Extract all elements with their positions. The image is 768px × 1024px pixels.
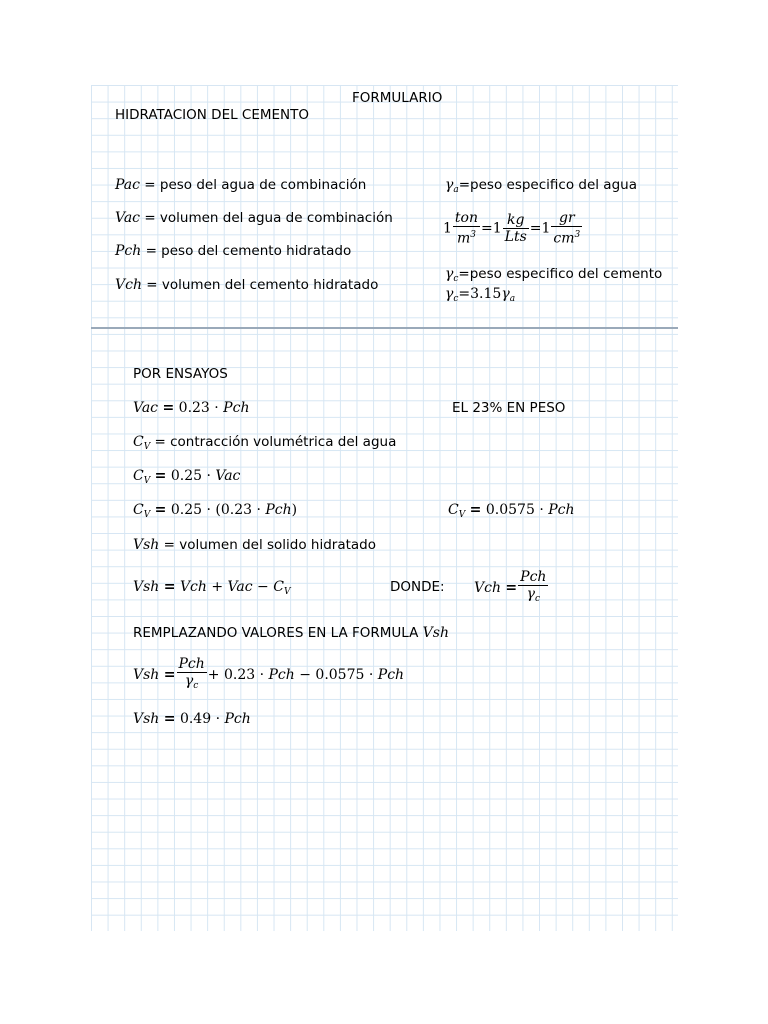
- def-vac-text: = volumen del agua de combinación: [144, 210, 393, 226]
- def-vsh: Vsh = volumen del solido hidratado: [133, 537, 376, 553]
- remplazando-text: REMPLAZANDO VALORES EN LA FORMULA: [133, 625, 419, 641]
- formula-vsh-1: Vsh = Vch + Vac − $C_V$: [133, 579, 291, 597]
- var-pac: Pac: [115, 177, 140, 193]
- var-vch: Vch: [115, 277, 142, 293]
- formula-gamma-c: $\gamma_c=3.15\gamma_a$: [445, 286, 516, 304]
- def-pch-text: = peso del cemento hidratado: [145, 243, 352, 259]
- def-pch: [115, 242, 351, 260]
- page-title: FORMULARIO: [352, 90, 443, 106]
- section-title: HIDRATACION DEL CEMENTO: [115, 107, 310, 123]
- def-vch-text: = volumen del cemento hidratado: [146, 277, 379, 293]
- def-pac-text: = peso del agua de combinación: [144, 177, 367, 193]
- formula-cv-2: $C_V = 0.25 \cdot (0.23 \cdot Pch)$: [133, 502, 298, 520]
- var-gamma-c: $\gamma_c$: [445, 266, 459, 284]
- donde-label: DONDE:: [390, 579, 445, 595]
- ensayos-heading: POR ENSAYOS: [133, 366, 228, 382]
- unit-conversion-formula: 1 $\frac{\text{ton}}{m^3}$ =1 $\frac{kg}{\text{Lts}}$ =1 $\frac{gr}{cm^3}$: [443, 210, 581, 247]
- def-vsh-text: = volumen del solido hidratado: [163, 537, 376, 553]
- def-gamma-a-text: =peso especifico del agua: [458, 177, 637, 193]
- def-vch: [115, 276, 378, 294]
- formula-vsh-2: Vsh = $\frac{\text{Pch}}{\gamma_c}$ + 0.23 · Pch − 0.0575 · Pch: [133, 656, 405, 691]
- def-pac: [115, 176, 366, 194]
- var-gamma-a: $\gamma_a$: [445, 177, 459, 195]
- formula-vac: Vac = 0.23 · Pch: [133, 400, 250, 416]
- def-gamma-c-text: =peso especifico del cemento: [458, 266, 663, 282]
- def-cv: $C_V$ = contracción volumétrica del agua: [133, 434, 397, 452]
- note-23-percent: EL 23% EN PESO: [452, 400, 566, 416]
- formula-vch: Vch = $\frac{\text{Pch}}{\gamma_c}$: [474, 569, 547, 604]
- formula-vsh-3: Vsh = 0.49 · Pch: [133, 711, 251, 727]
- def-vac: [115, 209, 393, 227]
- formula-cv-1: $C_V = 0.25$ · Vac: [133, 468, 241, 486]
- section-divider: [91, 327, 678, 329]
- formula-cv-3: $C_V = 0.0575$ · Pch: [448, 502, 575, 520]
- remplazando-line: REMPLAZANDO VALORES EN LA FORMULA Vsh: [133, 625, 449, 641]
- var-pch: Pch: [115, 243, 142, 259]
- def-cv-text: = contracción volumétrica del agua: [154, 434, 397, 450]
- var-vac: Vac: [115, 210, 141, 226]
- def-gamma-a: [445, 176, 637, 199]
